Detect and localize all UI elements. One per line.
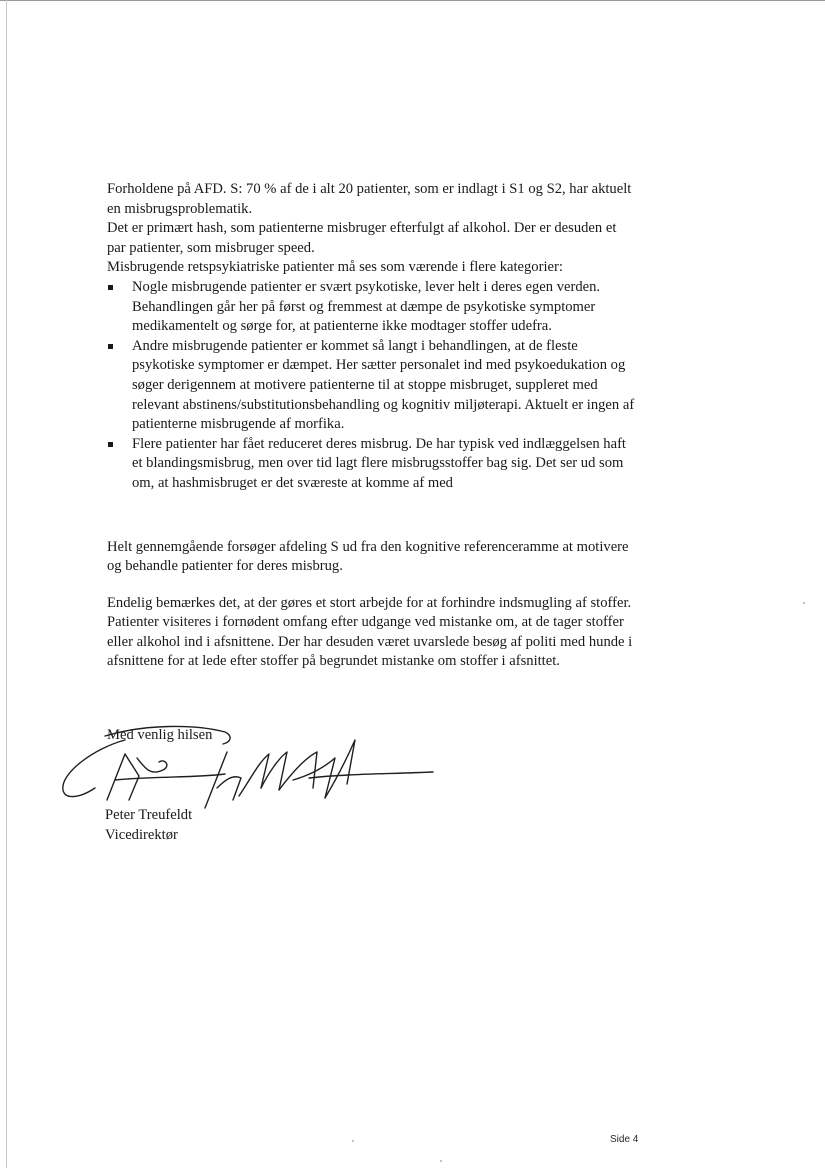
- closing-greeting: Med venlig hilsen: [107, 727, 213, 743]
- list-item-text: Flere patienter har fået reduceret deres misbrug. De har typisk ved indlæggelsen haft et blandingsmisbrug, men over tid lagt flere misbrugsstoffer bag sig. Det ser ud som om, at hashmisbruget er det sværeste at komme af med: [132, 435, 626, 491]
- paragraph-cognitive-framework: Helt gennemgående forsøger afdeling S ud fra den kognitive referenceramme at motivere og behandle patienter for deres misbrug.: [107, 538, 629, 575]
- list-item-text: Nogle misbrugende patienter er svært psykotiske, lever helt i deres egen verden. Behandlingen går her på først og fremmest at dæmpe de psykotiske symptomer medikamentelt og sørge for, at patienterne ikke modtager stoffer udefra.: [132, 278, 601, 335]
- scan-speck: [803, 602, 805, 604]
- paragraph-categories-intro: Misbrugende retspsykiatriske patienter må ses som værende i flere kategorier:: [107, 259, 563, 276]
- scan-edge-top: [0, 0, 825, 1]
- letter-body: [107, 180, 637, 672]
- list-item-text: Andre misbrugende patienter er kommet så langt i behandlingen, at de fleste psykotiske symptomer er dæmpet. Her sætter personalet ind med psykoedukation og søger derigennem at motivere patienterne til at stoppe misbruget, suppleret med relevant abstinens/substitutionsbehandling og kognitiv miljøterapi. Aktuelt er ingen af patienterne misbrugende af morfika.: [132, 337, 635, 433]
- list-item: [107, 337, 637, 435]
- signer-block: [105, 806, 192, 845]
- page-number: Side 4: [610, 1134, 639, 1145]
- list-item: [107, 278, 637, 337]
- paragraph-substances: Det er primært hash, som patienterne misbruger efterfulgt af alkohol. Der er desuden et par patienter, som misbruger speed.: [107, 220, 617, 256]
- bullet-marker: [108, 442, 113, 447]
- paragraph-departure-status: Forholdene på AFD. S: 70 % af de i alt 20 patienter, som er indlagt i S1 og S2, har aktuelt en misbrugsproblematik.: [107, 181, 632, 217]
- bullet-marker: [108, 344, 113, 349]
- list-item: [107, 435, 637, 494]
- handwritten-signature: [55, 718, 445, 818]
- scan-edge-left: [6, 0, 7, 1168]
- signer-title: Vicedirektør: [105, 826, 178, 843]
- scan-speck: [440, 1160, 442, 1162]
- signer-name: Peter Treufeldt: [105, 807, 193, 823]
- scan-speck: [352, 1140, 354, 1142]
- paragraph-smuggling: Endelig bemærkes det, at der gøres et stort arbejde for at forhindre indsmugling af stoffer. Patienter visiteres i fornødent omfang efter udgange ved mistanke om, at de tager stoffer eller alkohol ind i afsnittene. Der har desuden været uvarslede besøg af politi med hunde i afsnittene for at lede efter stoffer på begrundet mistanke om stoffer i afsnittet.: [107, 594, 633, 670]
- bullet-marker: [108, 285, 113, 290]
- category-list: [107, 278, 637, 494]
